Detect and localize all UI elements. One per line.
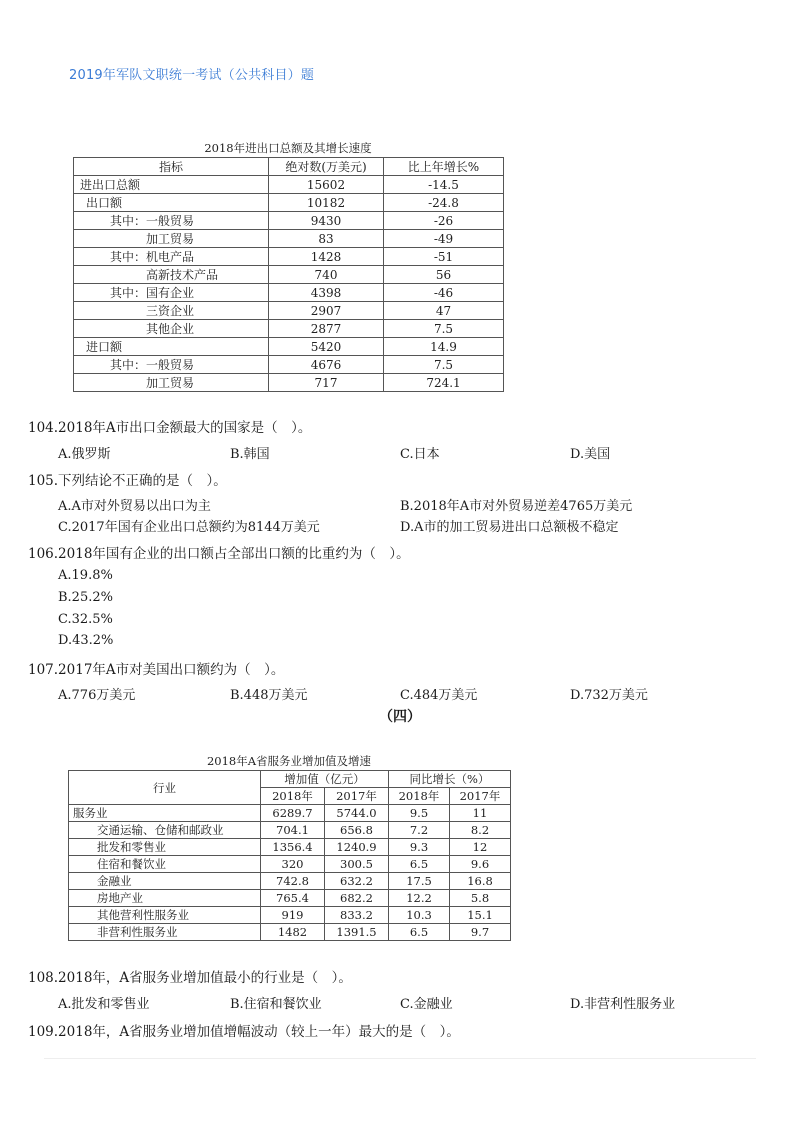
table-row [74,374,504,392]
q108-option-d[interactable]: D.非营利性服务业 [570,997,676,1012]
value-cell: 9.5 [389,805,450,822]
q107-option-c[interactable]: C.484万美元 [400,688,478,703]
row-label: 服务业 [69,805,261,822]
year-header-cell: 2018年 [261,788,325,805]
table-row [74,248,504,266]
table-header-row [74,158,504,176]
value-cell: 11 [450,805,511,822]
row-label: 其他营利性服务业 [69,907,261,924]
table-row [74,356,504,374]
value-cell: 704.1 [261,822,325,839]
row-label: 其中：一般贸易 [74,212,269,230]
row-label: 非营利性服务业 [69,924,261,941]
row-label: 进出口总额 [74,176,269,194]
q108-option-c[interactable]: C.金融业 [400,997,453,1012]
value-cell: 8.2 [450,822,511,839]
table-row [69,890,511,907]
row-label: 交通运输、仓储和邮政业 [69,822,261,839]
year-header-cell: 2018年 [389,788,450,805]
q108-option-a[interactable]: A.批发和零售业 [58,997,150,1012]
value-cell: 1391.5 [325,924,389,941]
q107-option-a[interactable]: A.776万美元 [58,688,136,703]
value-cell: 6.5 [389,924,450,941]
value-cell: 2907 [269,302,384,320]
value-cell: 12.2 [389,890,450,907]
value-cell: 5420 [269,338,384,356]
row-label: 进口额 [74,338,269,356]
table-row [69,839,511,856]
value-cell: 1356.4 [261,839,325,856]
q105-option-c[interactable]: C.2017年国有企业出口总额约为8144万美元 [58,520,320,535]
value-cell: 14.9 [384,338,504,356]
header-cell: 比上年增长% [384,158,504,176]
value-cell: 740 [269,266,384,284]
value-cell: 724.1 [384,374,504,392]
value-cell: 10.3 [389,907,450,924]
value-cell: 833.2 [325,907,389,924]
value-cell: 9.7 [450,924,511,941]
value-cell: 1428 [269,248,384,266]
row-label: 加工贸易 [74,374,269,392]
row-label: 高新技术产品 [74,266,269,284]
table-row [74,230,504,248]
row-label: 其中：机电产品 [74,248,269,266]
header-cell: 同比增长（%） [389,771,511,788]
value-cell: 919 [261,907,325,924]
value-cell: 7.5 [384,356,504,374]
table-row [69,873,511,890]
table-row [69,805,511,822]
row-label: 三资企业 [74,302,269,320]
q107-option-b[interactable]: B.448万美元 [230,688,308,703]
question-109: 109.2018年，A省服务业增加值增幅波动（较上一年）最大的是（ ）。 [28,1024,460,1040]
q105-option-d[interactable]: D.A市的加工贸易进出口总额极不稳定 [400,520,619,535]
value-cell: 9430 [269,212,384,230]
table-row [74,194,504,212]
table1-caption: 2018年进出口总额及其增长速度 [204,141,372,155]
value-cell: -14.5 [384,176,504,194]
q104-option-b[interactable]: B.韩国 [230,447,270,462]
document-header-title: 2019年军队文职统一考试（公共科目）题 [69,68,315,83]
row-label: 批发和零售业 [69,839,261,856]
value-cell: -26 [384,212,504,230]
value-cell: 320 [261,856,325,873]
row-label: 其中：一般贸易 [74,356,269,374]
value-cell: -24.8 [384,194,504,212]
value-cell: 16.8 [450,873,511,890]
question-106: 106.2018年国有企业的出口额占全部出口额的比重约为（ ）。 [28,546,410,562]
q106-option-c[interactable]: C.32.5% [58,612,113,627]
table-row [69,822,511,839]
value-cell: 6.5 [389,856,450,873]
value-cell: 4676 [269,356,384,374]
value-cell: 656.8 [325,822,389,839]
q107-option-d[interactable]: D.732万美元 [570,688,648,703]
value-cell: 9.3 [389,839,450,856]
table1-import-export [73,157,504,392]
value-cell: 15602 [269,176,384,194]
value-cell: 5.8 [450,890,511,907]
row-label: 房地产业 [69,890,261,907]
question-108: 108.2018年，A省服务业增加值最小的行业是（ ）。 [28,970,352,986]
value-cell: 17.5 [389,873,450,890]
table-row [74,338,504,356]
q104-option-c[interactable]: C.日本 [400,447,440,462]
table2-caption: 2018年A省服务业增加值及增速 [206,754,372,768]
row-label: 其他企业 [74,320,269,338]
question-107: 107.2017年A市对美国出口额约为（ ）。 [28,662,285,678]
q108-option-b[interactable]: B.住宿和餐饮业 [230,997,322,1012]
table-row [74,176,504,194]
value-cell: 5744.0 [325,805,389,822]
value-cell: 765.4 [261,890,325,907]
row-label: 其中：国有企业 [74,284,269,302]
question-104: 104.2018年A市出口金额最大的国家是（ ）。 [28,420,312,436]
q105-option-b[interactable]: B.2018年A市对外贸易逆差4765万美元 [400,499,633,514]
value-cell: 1240.9 [325,839,389,856]
value-cell: 56 [384,266,504,284]
value-cell: 1482 [261,924,325,941]
header-cell: 行业 [69,771,261,805]
q104-option-a[interactable]: A.俄罗斯 [58,447,111,462]
header-cell: 绝对数(万美元) [269,158,384,176]
question-105: 105.下列结论不正确的是（ ）。 [28,473,227,489]
table-row [74,266,504,284]
value-cell: -49 [384,230,504,248]
footer-divider [44,1058,756,1059]
q104-option-d[interactable]: D.美国 [570,447,611,462]
table-row [74,212,504,230]
value-cell: -46 [384,284,504,302]
value-cell: 2877 [269,320,384,338]
table-row [74,302,504,320]
value-cell: 742.8 [261,873,325,890]
value-cell: 9.6 [450,856,511,873]
table2-service-industry [68,770,511,941]
value-cell: 682.2 [325,890,389,907]
q106-option-b[interactable]: B.25.2% [58,590,113,605]
table-row [69,907,511,924]
value-cell: 10182 [269,194,384,212]
q106-option-a[interactable]: A.19.8% [58,568,113,583]
value-cell: 12 [450,839,511,856]
value-cell: 300.5 [325,856,389,873]
value-cell: 717 [269,374,384,392]
row-label: 住宿和餐饮业 [69,856,261,873]
q105-option-a[interactable]: A.A市对外贸易以出口为主 [58,499,211,514]
table-row [74,284,504,302]
value-cell: 83 [269,230,384,248]
value-cell: 632.2 [325,873,389,890]
table-row [69,924,511,941]
table-row [69,856,511,873]
table-row [74,320,504,338]
header-cell: 指标 [74,158,269,176]
section-heading: （四） [379,709,421,725]
value-cell: 4398 [269,284,384,302]
value-cell: -51 [384,248,504,266]
value-cell: 47 [384,302,504,320]
row-label: 加工贸易 [74,230,269,248]
value-cell: 6289.7 [261,805,325,822]
table-header-row [69,771,511,788]
row-label: 金融业 [69,873,261,890]
value-cell: 15.1 [450,907,511,924]
header-cell: 增加值（亿元） [261,771,389,788]
q106-option-d[interactable]: D.43.2% [58,633,114,648]
year-header-cell: 2017年 [450,788,511,805]
row-label: 出口额 [74,194,269,212]
value-cell: 7.5 [384,320,504,338]
year-header-cell: 2017年 [325,788,389,805]
value-cell: 7.2 [389,822,450,839]
